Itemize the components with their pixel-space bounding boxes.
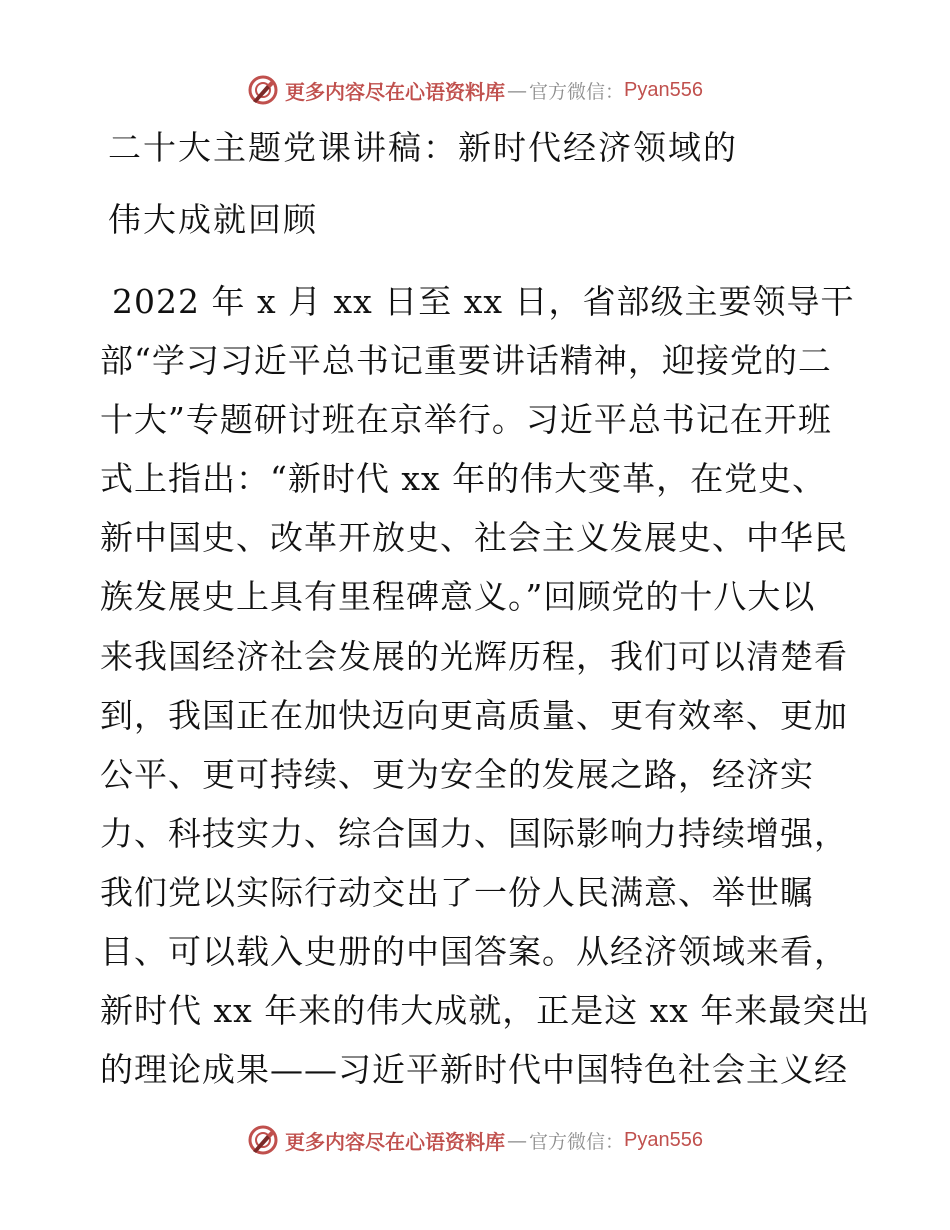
- pen-logo-icon: [247, 74, 279, 106]
- body-line: 力、科技实力、综合国力、国际影响力持续增强，: [100, 813, 848, 853]
- watermark-wechat-id: Pyan556: [624, 1128, 703, 1151]
- watermark-footer: [0, 1120, 950, 1160]
- body-line: 部“学习习近平总书记重要讲话精神，迎接党的二: [100, 341, 832, 381]
- watermark-dash: —: [507, 78, 527, 102]
- watermark-wechat-id: Pyan556: [624, 78, 703, 101]
- body-line: 公平、更可持续、更为安全的发展之路，经济实: [100, 754, 814, 794]
- watermark-header: [0, 70, 950, 110]
- watermark-site-text: 更多内容尽在心语资料库: [285, 79, 505, 104]
- document-title-line-2: 伟大成就回顾: [108, 200, 318, 239]
- body-line: 族发展史上具有里程碑意义。”回顾党的十八大以: [100, 577, 816, 617]
- body-line: 新中国史、改革开放史、社会主义发展史、中华民: [100, 518, 848, 558]
- body-line: 的理论成果——习近平新时代中国特色社会主义经: [100, 1050, 848, 1090]
- pen-logo-icon: [247, 1124, 279, 1156]
- body-line: 式上指出：“新时代 xx 年的伟大变革，在党史、: [100, 459, 827, 499]
- body-line: 我们党以实际行动交出了一份人民满意、举世瞩: [100, 872, 814, 912]
- body-line: 2022 年 x 月 xx 日至 xx 日，省部级主要领导干: [112, 282, 855, 321]
- body-line: 新时代 xx 年来的伟大成就，正是这 xx 年来最突出: [100, 991, 871, 1031]
- body-line: 十大”专题研讨班在京举行。习近平总书记在开班: [100, 400, 832, 440]
- body-line: 目、可以载入史册的中国答案。从经济领域来看，: [100, 932, 848, 972]
- document-body: [100, 272, 871, 1099]
- watermark-wechat-label: 官方微信：: [529, 1130, 625, 1153]
- watermark-site-text: 更多内容尽在心语资料库: [285, 1129, 505, 1154]
- document-title-line-1: 二十大主题党课讲稿：新时代经济领域的: [108, 128, 738, 167]
- watermark-wechat-label: 官方微信：: [529, 80, 625, 103]
- body-line: 到，我国正在加快迈向更高质量、更有效率、更加: [100, 695, 848, 735]
- watermark-dash: —: [507, 1128, 527, 1152]
- body-line: 来我国经济社会发展的光辉历程，我们可以清楚看: [100, 636, 848, 676]
